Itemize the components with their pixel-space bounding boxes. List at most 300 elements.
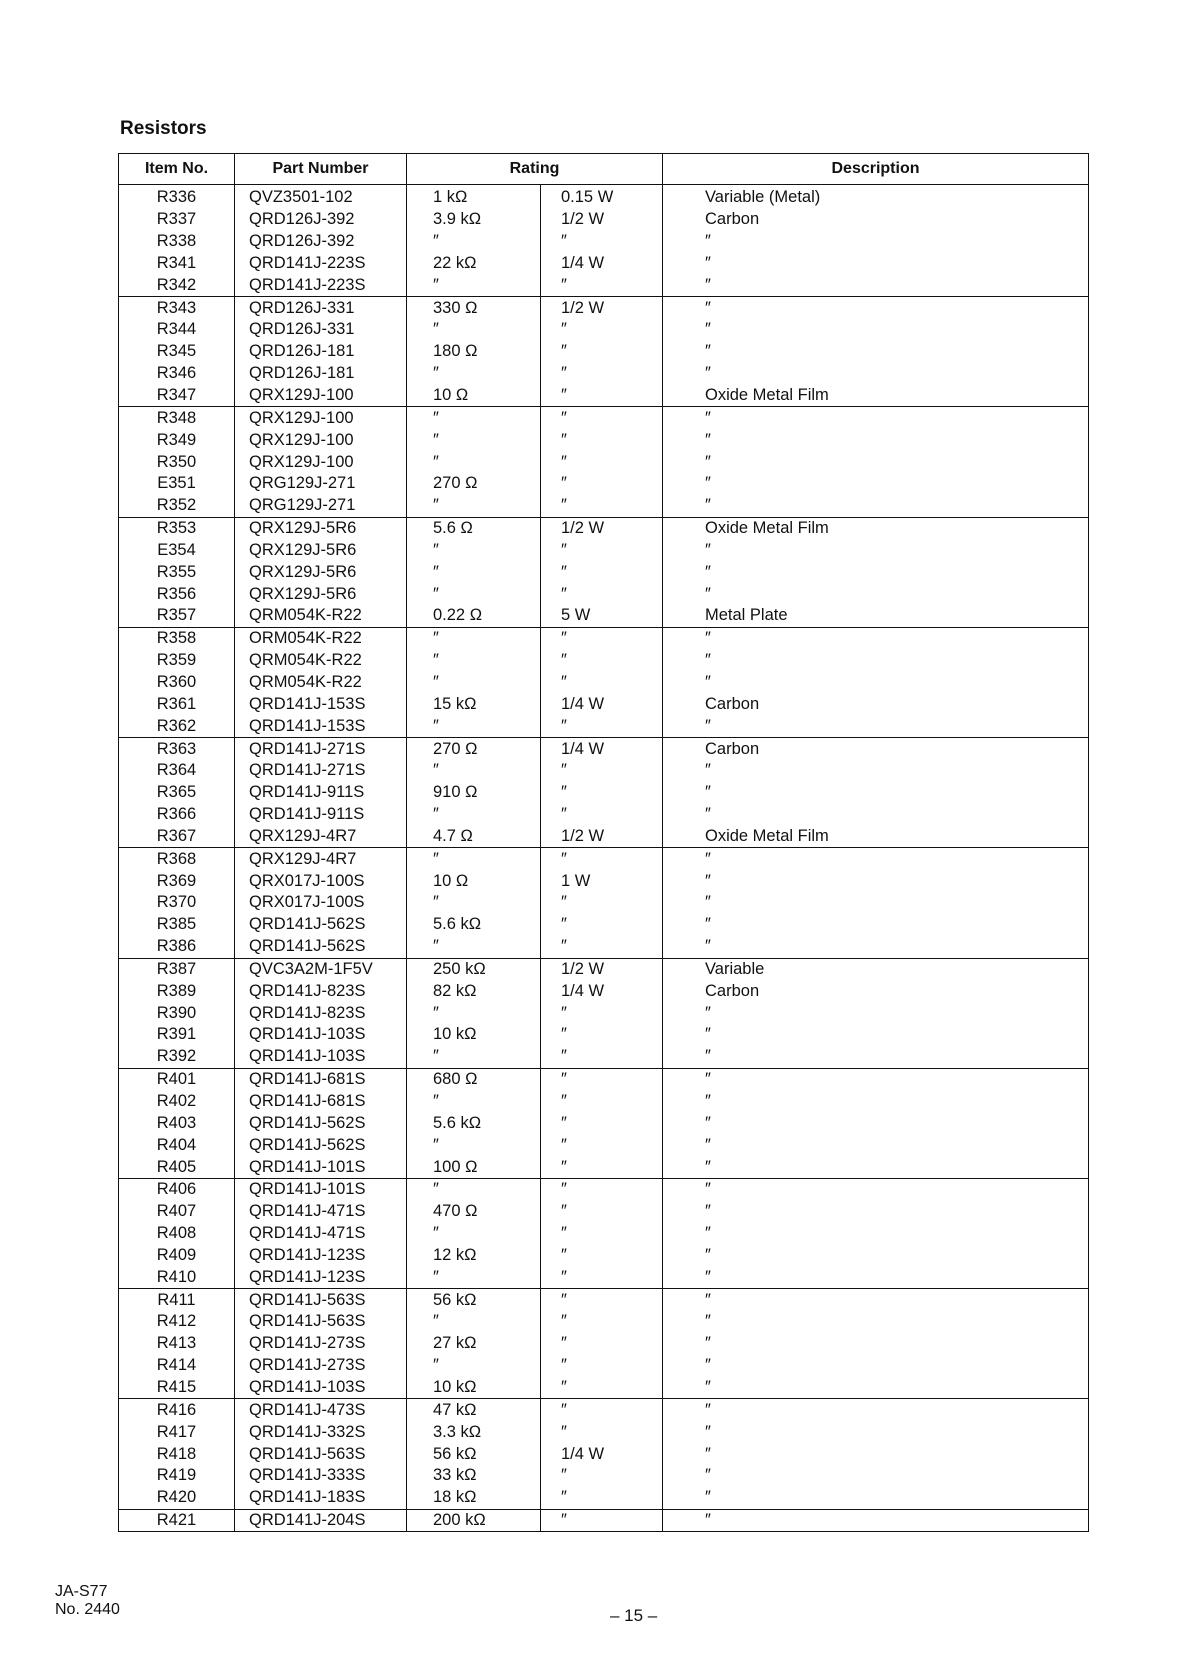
description-cell: ″ (663, 407, 1089, 429)
item-no-cell: R417 (119, 1421, 235, 1443)
rating-value-cell: ″ (407, 561, 541, 583)
description-cell: ″ (663, 319, 1089, 341)
item-no-cell: R413 (119, 1333, 235, 1355)
part-number-cell: QRD141J-101S (235, 1178, 407, 1200)
rating-power-cell: ″ (541, 451, 663, 473)
rating-value-cell: ″ (407, 495, 541, 517)
rating-power-cell: ″ (541, 1421, 663, 1443)
rating-value-cell: ″ (407, 231, 541, 253)
table-row (119, 253, 1089, 275)
table-row (119, 1377, 1089, 1399)
part-number-cell: QRD126J-392 (235, 231, 407, 253)
item-no-cell: R407 (119, 1201, 235, 1223)
rating-value-cell: 56 kΩ (407, 1289, 541, 1311)
description-cell: Oxide Metal Film (663, 825, 1089, 847)
rating-power-cell: ″ (541, 715, 663, 737)
table-row (119, 231, 1089, 253)
item-no-cell: R420 (119, 1487, 235, 1509)
description-cell: ″ (663, 1134, 1089, 1156)
part-number-cell: QRD141J-123S (235, 1245, 407, 1267)
part-number-cell: QRM054K-R22 (235, 672, 407, 694)
rating-value-cell: 470 Ω (407, 1201, 541, 1223)
part-number-cell: QRD141J-223S (235, 274, 407, 296)
rating-value-cell: 3.3 kΩ (407, 1421, 541, 1443)
table-row (119, 958, 1089, 980)
description-cell: Oxide Metal Film (663, 385, 1089, 407)
part-number-cell: QRD126J-331 (235, 319, 407, 341)
item-no-cell: R386 (119, 936, 235, 958)
description-cell: ″ (663, 1266, 1089, 1288)
item-no-cell: R348 (119, 407, 235, 429)
table-row (119, 715, 1089, 737)
footer-document-number: No. 2440 (55, 1601, 120, 1618)
rating-power-cell: 1/2 W (541, 209, 663, 231)
description-cell: ″ (663, 1399, 1089, 1421)
description-cell: ″ (663, 253, 1089, 275)
description-cell: ″ (663, 848, 1089, 870)
rating-value-cell: 27 kΩ (407, 1333, 541, 1355)
rating-power-cell: ″ (541, 1002, 663, 1024)
item-no-cell: R416 (119, 1399, 235, 1421)
part-number-cell: QRX129J-4R7 (235, 848, 407, 870)
item-no-cell: R412 (119, 1311, 235, 1333)
part-number-cell: QVZ3501-102 (235, 185, 407, 209)
item-no-cell: R349 (119, 429, 235, 451)
part-number-cell: QRD141J-103S (235, 1046, 407, 1068)
table-row (119, 1355, 1089, 1377)
rating-power-cell: 5 W (541, 605, 663, 627)
rating-value-cell: 5.6 kΩ (407, 1112, 541, 1134)
part-number-cell: QRD126J-181 (235, 363, 407, 385)
part-number-cell: QRD141J-204S (235, 1509, 407, 1532)
rating-power-cell: 1/4 W (541, 253, 663, 275)
part-number-cell: QRD141J-183S (235, 1487, 407, 1509)
item-no-cell: R352 (119, 495, 235, 517)
part-number-cell: QRX129J-5R6 (235, 517, 407, 539)
description-cell: ″ (663, 1355, 1089, 1377)
item-no-cell: R346 (119, 363, 235, 385)
description-cell: ″ (663, 495, 1089, 517)
rating-value-cell: ″ (407, 1266, 541, 1288)
part-number-cell: QRD141J-562S (235, 1112, 407, 1134)
table-row (119, 1091, 1089, 1113)
description-cell: ″ (663, 1333, 1089, 1355)
description-cell: ″ (663, 1245, 1089, 1267)
rating-value-cell: ″ (407, 627, 541, 649)
rating-power-cell: ″ (541, 760, 663, 782)
table-row (119, 870, 1089, 892)
description-cell: ″ (663, 1223, 1089, 1245)
part-number-cell: QRD141J-223S (235, 253, 407, 275)
description-cell: ″ (663, 804, 1089, 826)
item-no-cell: R370 (119, 892, 235, 914)
part-number-cell: QRD141J-823S (235, 1002, 407, 1024)
table-row (119, 1178, 1089, 1200)
item-no-cell: R368 (119, 848, 235, 870)
table-row (119, 825, 1089, 847)
item-no-cell: R356 (119, 583, 235, 605)
rating-value-cell: 10 Ω (407, 385, 541, 407)
part-number-cell: QRD141J-823S (235, 980, 407, 1002)
table-row (119, 583, 1089, 605)
description-cell: ″ (663, 1091, 1089, 1113)
table-row (119, 1399, 1089, 1421)
description-cell: Oxide Metal Film (663, 517, 1089, 539)
rating-value-cell: 5.6 Ω (407, 517, 541, 539)
description-cell: ″ (663, 451, 1089, 473)
item-no-cell: R341 (119, 253, 235, 275)
item-no-cell: R361 (119, 693, 235, 715)
item-no-cell: R364 (119, 760, 235, 782)
rating-power-cell: ″ (541, 804, 663, 826)
rating-power-cell: ″ (541, 1289, 663, 1311)
rating-power-cell: ″ (541, 782, 663, 804)
part-number-cell: QRD141J-911S (235, 804, 407, 826)
description-cell: ″ (663, 561, 1089, 583)
description-cell: Carbon (663, 980, 1089, 1002)
table-row (119, 848, 1089, 870)
description-cell: ″ (663, 341, 1089, 363)
rating-power-cell: ″ (541, 1311, 663, 1333)
description-cell: ″ (663, 1156, 1089, 1178)
rating-power-cell: ″ (541, 1487, 663, 1509)
item-no-cell: R336 (119, 185, 235, 209)
table-row (119, 1311, 1089, 1333)
table-row (119, 693, 1089, 715)
part-number-cell: QRD141J-103S (235, 1377, 407, 1399)
item-no-cell: R390 (119, 1002, 235, 1024)
description-cell: ″ (663, 429, 1089, 451)
description-cell: ″ (663, 782, 1089, 804)
table-row (119, 1333, 1089, 1355)
rating-power-cell: 0.15 W (541, 185, 663, 209)
table-row (119, 760, 1089, 782)
item-no-cell: R357 (119, 605, 235, 627)
rating-power-cell: 1/4 W (541, 693, 663, 715)
rating-power-cell: ″ (541, 914, 663, 936)
table-row (119, 738, 1089, 760)
description-cell: ″ (663, 231, 1089, 253)
part-number-cell: QRD141J-471S (235, 1223, 407, 1245)
part-number-cell: QRD141J-271S (235, 760, 407, 782)
rating-value-cell: ″ (407, 319, 541, 341)
rating-power-cell: ″ (541, 1024, 663, 1046)
rating-value-cell: ″ (407, 429, 541, 451)
rating-power-cell: ″ (541, 1068, 663, 1090)
table-row (119, 1068, 1089, 1090)
part-number-cell: QRX129J-5R6 (235, 583, 407, 605)
rating-power-cell: 1 W (541, 870, 663, 892)
description-cell: ″ (663, 672, 1089, 694)
table-row (119, 1266, 1089, 1288)
table-row (119, 1465, 1089, 1487)
rating-power-cell: ″ (541, 936, 663, 958)
item-no-cell: R391 (119, 1024, 235, 1046)
rating-value-cell: 180 Ω (407, 341, 541, 363)
item-no-cell: R405 (119, 1156, 235, 1178)
description-cell: ″ (663, 363, 1089, 385)
item-no-cell: R358 (119, 627, 235, 649)
item-no-cell: R366 (119, 804, 235, 826)
table-row (119, 429, 1089, 451)
part-number-cell: QRG129J-271 (235, 473, 407, 495)
table-row (119, 627, 1089, 649)
rating-value-cell: ″ (407, 407, 541, 429)
part-number-cell: QRD126J-181 (235, 341, 407, 363)
rating-value-cell: 3.9 kΩ (407, 209, 541, 231)
rating-value-cell: 270 Ω (407, 738, 541, 760)
rating-value-cell: 1 kΩ (407, 185, 541, 209)
table-row (119, 517, 1089, 539)
description-cell: ″ (663, 1178, 1089, 1200)
description-cell: ″ (663, 760, 1089, 782)
part-number-cell: QRD141J-332S (235, 1421, 407, 1443)
part-number-cell: QRD141J-273S (235, 1333, 407, 1355)
rating-power-cell: ″ (541, 1223, 663, 1245)
table-row (119, 804, 1089, 826)
part-number-cell: QRX129J-100 (235, 429, 407, 451)
part-number-cell: QRD141J-911S (235, 782, 407, 804)
table-row (119, 297, 1089, 319)
description-cell: ″ (663, 297, 1089, 319)
header-rating: Rating (407, 154, 663, 185)
description-cell: ″ (663, 540, 1089, 562)
rating-value-cell: 270 Ω (407, 473, 541, 495)
part-number-cell: QRX129J-100 (235, 385, 407, 407)
rating-value-cell: 10 Ω (407, 870, 541, 892)
description-cell: ″ (663, 1421, 1089, 1443)
table-row (119, 1112, 1089, 1134)
part-number-cell: QRX017J-100S (235, 892, 407, 914)
part-number-cell: QRD141J-563S (235, 1311, 407, 1333)
rating-value-cell: 56 kΩ (407, 1443, 541, 1465)
table-row (119, 385, 1089, 407)
rating-value-cell: 0.22 Ω (407, 605, 541, 627)
part-number-cell: QRD141J-153S (235, 715, 407, 737)
rating-value-cell: 12 kΩ (407, 1245, 541, 1267)
table-row (119, 561, 1089, 583)
table-row (119, 980, 1089, 1002)
description-cell: ″ (663, 1311, 1089, 1333)
item-no-cell: R414 (119, 1355, 235, 1377)
table-row (119, 650, 1089, 672)
item-no-cell: R360 (119, 672, 235, 694)
footer-model: JA-S77 (55, 1583, 108, 1600)
part-number-cell: QRD141J-562S (235, 936, 407, 958)
table-row (119, 1024, 1089, 1046)
part-number-cell: ORM054K-R22 (235, 627, 407, 649)
page-number: – 15 – (610, 1606, 658, 1625)
part-number-cell: QRD141J-333S (235, 1465, 407, 1487)
rating-power-cell: 1/4 W (541, 738, 663, 760)
rating-power-cell: ″ (541, 1465, 663, 1487)
description-cell: ″ (663, 1377, 1089, 1399)
rating-value-cell: ″ (407, 1046, 541, 1068)
part-number-cell: QRD141J-562S (235, 914, 407, 936)
part-number-cell: QRX129J-5R6 (235, 540, 407, 562)
rating-value-cell: ″ (407, 363, 541, 385)
table-row (119, 1509, 1089, 1532)
item-no-cell: R353 (119, 517, 235, 539)
table-row (119, 1487, 1089, 1509)
rating-value-cell: ″ (407, 274, 541, 296)
part-number-cell: QRM054K-R22 (235, 650, 407, 672)
rating-value-cell: ″ (407, 804, 541, 826)
rating-power-cell: ″ (541, 429, 663, 451)
rating-value-cell: 100 Ω (407, 1156, 541, 1178)
rating-value-cell: ″ (407, 1134, 541, 1156)
rating-power-cell: ″ (541, 341, 663, 363)
rating-value-cell: ″ (407, 1355, 541, 1377)
rating-value-cell: 330 Ω (407, 297, 541, 319)
description-cell: Variable (Metal) (663, 185, 1089, 209)
item-no-cell: R343 (119, 297, 235, 319)
item-no-cell: R365 (119, 782, 235, 804)
rating-value-cell: ″ (407, 936, 541, 958)
item-no-cell: E351 (119, 473, 235, 495)
table-row (119, 319, 1089, 341)
rating-power-cell: ″ (541, 1355, 663, 1377)
table-row (119, 1046, 1089, 1068)
part-number-cell: QRX129J-100 (235, 407, 407, 429)
description-cell: ″ (663, 650, 1089, 672)
item-no-cell: R359 (119, 650, 235, 672)
rating-power-cell: ″ (541, 1112, 663, 1134)
item-no-cell: R387 (119, 958, 235, 980)
description-cell: Carbon (663, 209, 1089, 231)
item-no-cell: R408 (119, 1223, 235, 1245)
rating-value-cell: ″ (407, 1223, 541, 1245)
item-no-cell: R392 (119, 1046, 235, 1068)
rating-value-cell: ″ (407, 650, 541, 672)
rating-power-cell: 1/2 W (541, 958, 663, 980)
part-number-cell: QRM054K-R22 (235, 605, 407, 627)
description-cell: Metal Plate (663, 605, 1089, 627)
rating-power-cell: ″ (541, 1509, 663, 1532)
table-row (119, 1289, 1089, 1311)
item-no-cell: R409 (119, 1245, 235, 1267)
table-row (119, 1223, 1089, 1245)
rating-value-cell: ″ (407, 848, 541, 870)
item-no-cell: E354 (119, 540, 235, 562)
rating-power-cell: 1/4 W (541, 1443, 663, 1465)
rating-value-cell: 200 kΩ (407, 1509, 541, 1532)
part-number-cell: QRD141J-681S (235, 1068, 407, 1090)
part-number-cell: QRX129J-5R6 (235, 561, 407, 583)
rating-value-cell: 15 kΩ (407, 693, 541, 715)
rating-value-cell: 10 kΩ (407, 1377, 541, 1399)
description-cell: ″ (663, 1046, 1089, 1068)
item-no-cell: R406 (119, 1178, 235, 1200)
part-number-cell: QRD141J-153S (235, 693, 407, 715)
page-title: Resistors (120, 118, 207, 139)
table-row (119, 473, 1089, 495)
table-row (119, 540, 1089, 562)
part-number-cell: QRD141J-123S (235, 1266, 407, 1288)
rating-value-cell: 910 Ω (407, 782, 541, 804)
part-number-cell: QRD141J-562S (235, 1134, 407, 1156)
part-number-cell: QRD141J-563S (235, 1443, 407, 1465)
rating-power-cell: ″ (541, 848, 663, 870)
rating-value-cell: 82 kΩ (407, 980, 541, 1002)
rating-value-cell: 5.6 kΩ (407, 914, 541, 936)
rating-power-cell: 1/2 W (541, 517, 663, 539)
item-no-cell: R362 (119, 715, 235, 737)
rating-power-cell: ″ (541, 385, 663, 407)
part-number-cell: QRG129J-271 (235, 495, 407, 517)
part-number-cell: QRD141J-273S (235, 1355, 407, 1377)
rating-value-cell: 22 kΩ (407, 253, 541, 275)
item-no-cell: R401 (119, 1068, 235, 1090)
part-number-cell: QRD141J-101S (235, 1156, 407, 1178)
description-cell: ″ (663, 1024, 1089, 1046)
rating-power-cell: ″ (541, 561, 663, 583)
table-row (119, 1443, 1089, 1465)
rating-value-cell: ″ (407, 1091, 541, 1113)
part-number-cell: QRD141J-471S (235, 1201, 407, 1223)
rating-value-cell: ″ (407, 451, 541, 473)
item-no-cell: R337 (119, 209, 235, 231)
part-number-cell: QRD141J-271S (235, 738, 407, 760)
item-no-cell: R404 (119, 1134, 235, 1156)
part-number-cell: QRD141J-681S (235, 1091, 407, 1113)
description-cell: ″ (663, 1068, 1089, 1090)
item-no-cell: R355 (119, 561, 235, 583)
item-no-cell: R419 (119, 1465, 235, 1487)
part-number-cell: QRD141J-103S (235, 1024, 407, 1046)
description-cell: ″ (663, 892, 1089, 914)
rating-power-cell: ″ (541, 1134, 663, 1156)
table-row (119, 605, 1089, 627)
table-header-row (119, 154, 1089, 185)
item-no-cell: R385 (119, 914, 235, 936)
table-body (119, 185, 1089, 1532)
item-no-cell: R410 (119, 1266, 235, 1288)
description-cell: ″ (663, 627, 1089, 649)
part-number-cell: QRD141J-473S (235, 1399, 407, 1421)
rating-value-cell: ″ (407, 540, 541, 562)
description-cell: ″ (663, 1509, 1089, 1532)
rating-power-cell: ″ (541, 1178, 663, 1200)
rating-value-cell: ″ (407, 1178, 541, 1200)
rating-power-cell: ″ (541, 363, 663, 385)
item-no-cell: R345 (119, 341, 235, 363)
description-cell: ″ (663, 1465, 1089, 1487)
item-no-cell: R369 (119, 870, 235, 892)
rating-value-cell: 33 kΩ (407, 1465, 541, 1487)
header-part-number: Part Number (235, 154, 407, 185)
description-cell: ″ (663, 870, 1089, 892)
description-cell: Carbon (663, 693, 1089, 715)
table-row (119, 1245, 1089, 1267)
item-no-cell: R347 (119, 385, 235, 407)
resistors-table (118, 153, 1089, 1532)
part-number-cell: QVC3A2M-1F5V (235, 958, 407, 980)
rating-value-cell: 18 kΩ (407, 1487, 541, 1509)
rating-power-cell: ″ (541, 650, 663, 672)
rating-value-cell: ″ (407, 1311, 541, 1333)
item-no-cell: R418 (119, 1443, 235, 1465)
description-cell: ″ (663, 583, 1089, 605)
table-row (119, 451, 1089, 473)
rating-power-cell: ″ (541, 1333, 663, 1355)
table-row (119, 407, 1089, 429)
description-cell: ″ (663, 1289, 1089, 1311)
item-no-cell: R411 (119, 1289, 235, 1311)
part-number-cell: QRD126J-392 (235, 209, 407, 231)
rating-value-cell: 4.7 Ω (407, 825, 541, 847)
table-row (119, 936, 1089, 958)
